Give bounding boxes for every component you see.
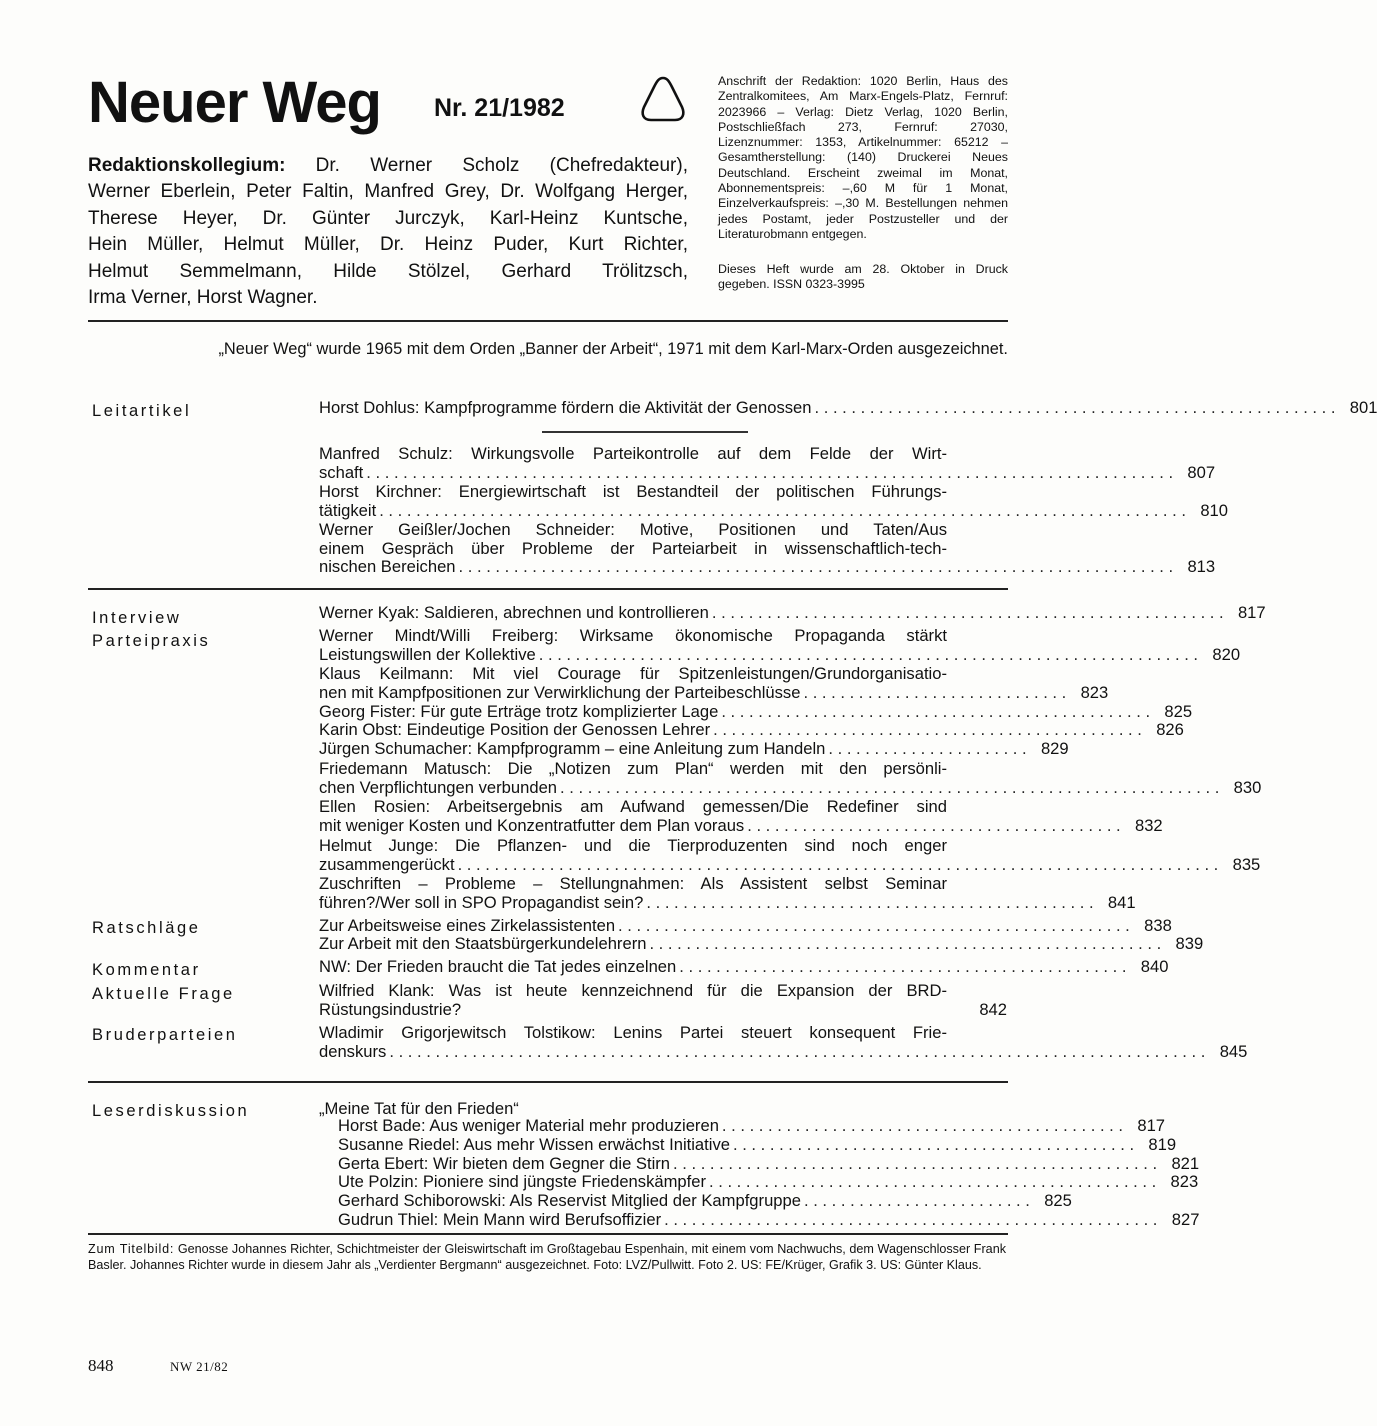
toc-title: tätigkeit <box>319 500 377 520</box>
toc-entry[interactable] <box>319 934 1204 954</box>
leader-dots: . . . . . . . . . . . . . . . . . . . . . . . . . . . . . . . . . . . . . . . . . . . . . . . . . <box>709 1172 1157 1191</box>
toc-entry[interactable] <box>338 1172 1199 1192</box>
leader-dots: . . . . . . . . . . . . . . . . . . . . . . . . . . . . . . . . . . . . . . . . . . . . <box>721 1116 1124 1135</box>
leader-dots: . . . . . . . . . . . . . . . . . . . . . . . . . . . . . . . . . . . . . . . . . . . . . . . . . . . . . . . . . <box>814 398 1336 417</box>
toc-page: 823 <box>1080 682 1109 702</box>
section-leserdiskussion: Leserdiskussion <box>92 1102 250 1120</box>
toc-title: Zur Arbeitsweise eines Zirkelassistenten <box>319 916 616 935</box>
toc-title: Ute Polzin: Pioniere sind jüngste Friedenskämpfer <box>338 1172 707 1191</box>
toc-page: 810 <box>1200 500 1228 520</box>
toc-title-line: Werner Geißler/Jochen Schneider: Motive, Positionen und Taten/Aus <box>319 520 947 539</box>
toc-page: 832 <box>1134 815 1163 835</box>
toc-title: Rüstungsindustrie? <box>319 999 462 1019</box>
toc-title: führen?/Wer soll in SPO Propagandist sein? <box>319 892 644 912</box>
issue-short: NW 21/82 <box>170 1359 229 1374</box>
toc-entry[interactable] <box>338 1210 1200 1230</box>
toc-page: 845 <box>1219 1041 1248 1061</box>
leader-dots: . . . . . . . . . . . . . . . . . . . . . . . . . . . . . . . . . . . . . . . . . <box>747 815 1121 835</box>
toc-entry[interactable] <box>319 702 1193 722</box>
leader-dots: . . . . . . . . . . . . . . . . . . . . . . . . . <box>803 1191 1030 1210</box>
editorial-line: Werner Eberlein, Peter Faltin, Manfred Grey, Dr. Wolfgang Herger, <box>88 181 688 203</box>
toc-title-line: Friedemann Matusch: Die „Notizen zum Plan“ werden mit den persönli- <box>319 759 947 778</box>
toc-page: 817 <box>1237 603 1266 622</box>
divider <box>542 431 748 433</box>
toc-entry[interactable] <box>319 603 1266 623</box>
toc-page: 817 <box>1137 1116 1166 1135</box>
caption-label: Zum Titelbild: <box>88 1242 175 1256</box>
toc-page: 825 <box>1164 702 1193 721</box>
toc-title: Karin Obst: Eindeutige Position der Genossen Lehrer <box>319 720 711 739</box>
toc-page: 801 <box>1349 398 1377 417</box>
leader-dots: . . . . . . . . . . . . . . . . . . . . . . <box>828 739 1027 758</box>
leader-dots: . . . . . . . . . . . . . . . . . . . . . . . . . . . . . . . . . . . . . . . . . . . . . . . . . . . . . . . . <box>649 934 1162 953</box>
toc-page: 821 <box>1171 1154 1200 1173</box>
page-number: 848 <box>88 1356 114 1375</box>
leader-dots: . . . . . . . . . . . . . . . . . . . . . . . . . . . . . . . . . . . . . . . . . . . . . . . . . . . . . <box>673 1154 1158 1173</box>
toc-entry[interactable] <box>319 759 1262 797</box>
publisher-address: Anschrift der Redaktion: 1020 Berlin, Haus des Zentralkomitees, Am Marx-Engels-Platz, Fernruf: 2023966 – Verlag: Dietz Verlag, 1020 Berlin, Postschließfach 273, Fernruf: 27030, Lizenznummer: 1353, Artikelnummer: 65212 – Gesamtherstellung: (140) Druckerei Neues Deutschland. Erscheint zweimal im Monat, Abonnementspreis: –,60 M für 1 Monat, Einzelverkaufspreis: –,30 M. Bestellungen nehmen jedes Postamt, jeder Postzusteller und der Literaturobmann entgegen. <box>718 74 1008 241</box>
editorial-line: Hein Müller, Helmut Müller, Dr. Heinz Puder, Kurt Richter, <box>88 234 688 256</box>
toc-page: 839 <box>1175 934 1204 953</box>
editorial-board <box>88 153 688 311</box>
toc-title: mit weniger Kosten und Konzentratfutter dem Plan voraus <box>319 815 745 835</box>
toc-entry[interactable] <box>319 1023 1248 1061</box>
editorial-line: Dr. Werner Scholz (Chefredakteur), <box>315 155 688 176</box>
editorial-board-label: Redaktionskollegium: <box>88 155 286 176</box>
toc-title-line: Manfred Schulz: Wirkungsvolle Parteikontrolle auf dem Felde der Wirt- <box>319 444 947 463</box>
toc-title: NW: Der Frieden braucht die Tat jedes einzelnen <box>319 957 677 976</box>
toc-entry[interactable] <box>338 1116 1166 1136</box>
leader-dots: . . . . . . . . . . . . . . . . . . . . . . . . . . . . . . . . . . . . . . . . . . . . . . . <box>713 720 1142 739</box>
cover-caption <box>88 1242 1006 1273</box>
toc-entry[interactable] <box>319 836 1261 874</box>
leader-dots: . . . . . . . . . . . . . . . . . . . . . . . . . . . . . . . . . . . . . . . . . . . . . . . . . . . . . . . . . . . . . . . . . . . . . . . . <box>560 777 1220 797</box>
divider <box>88 1233 1008 1235</box>
toc-title: Horst Bade: Aus weniger Material mehr produzieren <box>338 1116 719 1135</box>
toc-entry[interactable] <box>338 1191 1072 1211</box>
toc-page: 825 <box>1044 1191 1072 1210</box>
toc-entry[interactable] <box>338 1154 1200 1174</box>
toc-page: 827 <box>1171 1210 1200 1229</box>
toc-page: 842 <box>979 999 1007 1019</box>
toc-title-line: Ellen Rosien: Arbeitsergebnis am Aufwand gemessen/Die Redefiner sind <box>319 797 947 816</box>
leader-dots: . . . . . . . . . . . . . . . . . . . . . . . . . . . . . . . . . . . . . . . . . . . . . . . . . . . . . . . . . . . . . . . . . . . . . . . . . . . . . . <box>458 557 1174 577</box>
leader-dots: . . . . . . . . . . . . . . . . . . . . . . . . . . . . . . . . . . . . . . . . . . . . . . . . . . . . . . . . . . . . . . . . . . . . . . . . . . . . . . . . . . . . . . . . <box>379 500 1186 520</box>
toc-title: Leistungswillen der Kollektive <box>319 644 536 664</box>
toc-page: 840 <box>1140 957 1169 976</box>
toc-page: 819 <box>1148 1135 1177 1154</box>
editorial-line: Helmut Semmelmann, Hilde Stölzel, Gerhard Trölitzsch, <box>88 260 688 282</box>
toc-entry[interactable] <box>319 664 1109 702</box>
leader-dots: . . . . . . . . . . . . . . . . . . . . . . . . . . . . . . . . . . . . . . . . . . . . . . . . . . . . . . . . . . . . . . . . . . . . . . . . . . . . . . . . . . . <box>457 854 1219 874</box>
toc-page: 841 <box>1107 892 1136 912</box>
toc-page: 838 <box>1144 916 1172 935</box>
toc-entry[interactable] <box>319 520 1216 577</box>
leader-dots: . . . . . . . . . . . . . . . . . . . . . . . . . . . . . . . . . . . . . . . . . . . . . . . . . . . . . . . . . . . . . . . . . . . . . . . . . . . . . . . . . . . . . . . . <box>366 462 1174 482</box>
toc-page: 820 <box>1212 644 1241 664</box>
leader-dots: . . . . . . . . . . . . . . . . . . . . . . . . . . . . . . . . . . . . . . . . . . . . . . . . . . . . . . . . <box>618 916 1130 935</box>
toc-entry[interactable] <box>319 444 1216 482</box>
section-parteipraxis: Parteipraxis <box>92 632 211 650</box>
section-ratschlaege: Ratschläge <box>92 919 201 937</box>
toc-entry[interactable] <box>319 797 1163 835</box>
toc-entry[interactable] <box>338 1135 1177 1155</box>
leader-dots: . . . . . . . . . . . . . . . . . . . . . . . . . . . . . . . . . . . . . . . . . . . . . . . <box>721 702 1151 721</box>
toc-entry[interactable] <box>319 720 1184 740</box>
divider <box>88 588 1008 590</box>
toc-entry[interactable] <box>319 626 1241 664</box>
leader-dots: . . . . . . . . . . . . . . . . . . . . . . . . . . . . . . . . . . . . . . . . . . . . <box>732 1135 1135 1154</box>
leader-dots: . . . . . . . . . . . . . . . . . . . . . . . . . . . . . . . . . . . . . . . . . . . . . . . . . <box>679 957 1127 976</box>
triangle-logo-icon <box>638 74 688 124</box>
section-leitartikel: Leitartikel <box>92 402 192 420</box>
toc-page: 807 <box>1187 462 1216 482</box>
leader-dots: . . . . . . . . . . . . . . . . . . . . . . . . . . . . . . . . . . . . . . . . . . . . . . . . . . . . . . . . . . . . . . . . . . . . . . . . <box>538 644 1199 664</box>
editorial-line: Irma Verner, Horst Wagner. <box>88 287 318 309</box>
toc-entry[interactable] <box>319 739 1069 759</box>
toc-title: Georg Fister: Für gute Erträge trotz komplizierter Lage <box>319 702 719 721</box>
toc-entry[interactable] <box>319 398 1377 418</box>
leader-dots: . . . . . . . . . . . . . . . . . . . . . . . . . . . . . . . . . . . . . . . . . . . . . . . . . . . . . . <box>664 1210 1158 1229</box>
section-bruderparteien: Bruderparteien <box>92 1026 238 1044</box>
toc-title-line: Helmut Junge: Die Pflanzen- und die Tierproduzenten sind noch enger <box>319 836 947 855</box>
divider <box>88 1081 1008 1083</box>
print-date-issn: Dieses Heft wurde am 28. Oktober in Druck gegeben. ISSN 0323-3995 <box>718 262 1008 292</box>
toc-title-line: Horst Kirchner: Energiewirtschaft ist Bestandteil der politischen Führungs- <box>319 482 947 501</box>
toc-title: Jürgen Schumacher: Kampfprogramm – eine Anleitung zum Handeln <box>319 739 826 758</box>
toc-page: 826 <box>1156 720 1184 739</box>
toc-title: zusammengerückt <box>319 854 455 874</box>
toc-title: Horst Dohlus: Kampfprogramme fördern die Aktivität der Genossen <box>319 398 812 417</box>
toc-page: 813 <box>1187 557 1216 577</box>
toc-title: Gerta Ebert: Wir bieten dem Gegner die Stirn <box>338 1154 671 1173</box>
toc-title-line: einem Gespräch über Probleme der Parteiarbeit in wissenschaftlich-tech- <box>319 538 947 558</box>
toc-title-line: Wladimir Grigorjewitsch Tolstikow: Lenins Partei steuert konsequent Frie- <box>319 1023 947 1042</box>
editorial-line: Therese Heyer, Dr. Günter Jurczyk, Karl-Heinz Kuntsche, <box>88 207 688 229</box>
toc-title-line: Zuschriften – Probleme – Stellungnahmen: Als Assistent selbst Seminar <box>319 874 947 893</box>
toc-title: Gerhard Schiborowski: Als Reservist Mitglied der Kampfgruppe <box>338 1191 801 1210</box>
section-aktuelle-frage: Aktuelle Frage <box>92 985 235 1003</box>
award-note: „Neuer Weg“ wurde 1965 mit dem Orden „Banner der Arbeit“, 1971 mit dem Karl-Marx-Orden ausgezeichnet. <box>218 340 1008 358</box>
toc-page: 829 <box>1040 739 1069 758</box>
leader-dots: . . . . . . . . . . . . . . . . . . . . . . . . . . . . . <box>803 682 1067 702</box>
caption-text: Genosse Johannes Richter, Schichtmeister der Gleiswirtschaft im Großtagebau Espenhain, mit einem vom Nachwuchs, dem Wagenschlosser Frank Basler. Johannes Richter wurde in diesem Jahr als „Verdienter Bergmann“ ausgezeichnet. Foto: LVZ/Pullwitt. Foto 2. US: FE/Krüger, Grafik 3. US: Günter Klaus. <box>88 1242 1006 1272</box>
leader-dots: . . . . . . . . . . . . . . . . . . . . . . . . . . . . . . . . . . . . . . . . . . . . . . . . . . . . . . . . <box>711 603 1224 622</box>
toc-entry[interactable] <box>319 982 1007 1019</box>
toc-page: 835 <box>1232 854 1261 874</box>
toc-title: chen Verpflichtungen verbunden <box>319 777 558 797</box>
toc-title: Zur Arbeit mit den Staatsbürgerkundelehrern <box>319 934 647 953</box>
leader-dots: . . . . . . . . . . . . . . . . . . . . . . . . . . . . . . . . . . . . . . . . . . . . . . . . . <box>646 892 1094 912</box>
toc-entry[interactable] <box>319 874 1136 912</box>
toc-title: schaft <box>319 462 364 482</box>
leser-heading: „Meine Tat für den Frieden“ <box>319 1099 519 1118</box>
divider <box>88 320 1008 322</box>
section-interview: Interview <box>92 609 182 627</box>
toc-page: 823 <box>1170 1172 1199 1191</box>
leader-dots: . . . . . . . . . . . . . . . . . . . . . . . . . . . . . . . . . . . . . . . . . . . . . . . . . . . . . . . . . . . . . . . . . . . . . . . . . . . . . . . . . . . . . . . . . <box>389 1041 1206 1061</box>
toc-title: denskurs <box>319 1041 387 1061</box>
masthead-title: Neuer Weg <box>88 70 381 135</box>
toc-entry[interactable] <box>319 482 1228 520</box>
toc-title-line: Klaus Keilmann: Mit viel Courage für Spitzenleistungen/Grundorganisatio- <box>319 664 947 683</box>
toc-title: nischen Bereichen <box>319 557 456 577</box>
toc-title: Susanne Riedel: Aus mehr Wissen erwächst Initiative <box>338 1135 730 1154</box>
issue-number: Nr. 21/1982 <box>434 94 565 122</box>
toc-title-line: Werner Mindt/Willi Freiberg: Wirksame ökonomische Propaganda stärkt <box>319 626 947 645</box>
toc-title: Werner Kyak: Saldieren, abrechnen und kontrollieren <box>319 603 709 622</box>
toc-entry[interactable] <box>319 957 1169 977</box>
toc-entry[interactable] <box>319 916 1172 936</box>
toc-page: 830 <box>1233 777 1262 797</box>
toc-title: Gudrun Thiel: Mein Mann wird Berufsoffizier <box>338 1210 662 1229</box>
toc-title-line: Wilfried Klank: Was ist heute kennzeichnend für die Expansion der BRD- <box>319 981 947 1000</box>
section-kommentar: Kommentar <box>92 961 201 979</box>
toc-title: nen mit Kampfpositionen zur Verwirklichung der Parteibeschlüsse <box>319 682 801 702</box>
